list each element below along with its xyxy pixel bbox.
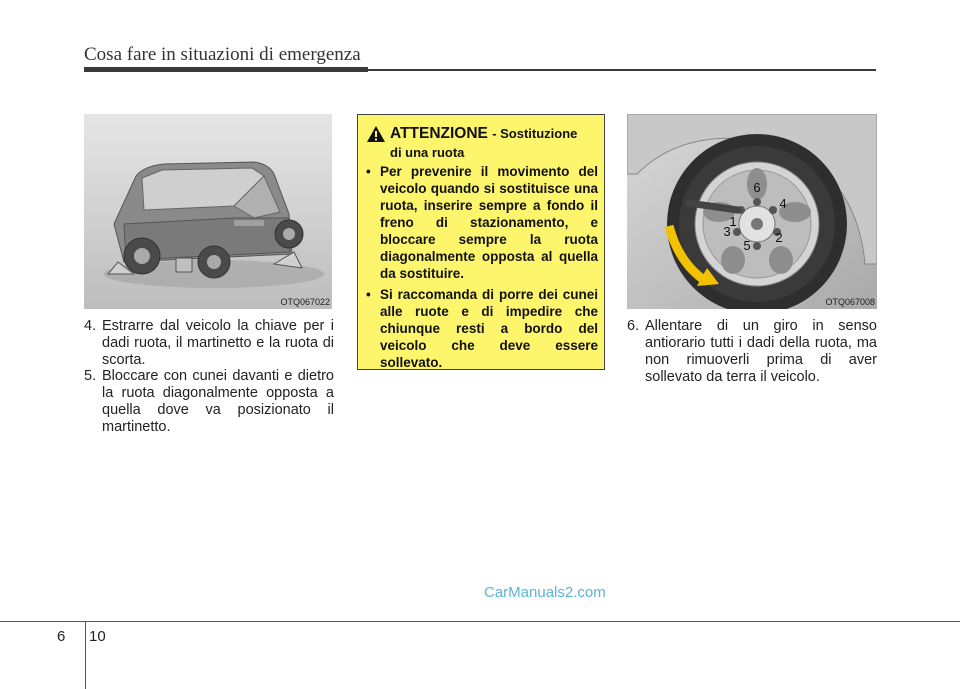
warning-item-text: Si raccomanda di porre dei cunei alle ruote e di impedire che chiunque resti a bordo del veicolo che deve essere sollevato. bbox=[380, 287, 598, 370]
header-rule bbox=[84, 67, 368, 72]
step-5 bbox=[84, 368, 334, 436]
warning-item bbox=[366, 163, 598, 282]
bullet: • bbox=[366, 287, 371, 302]
step-number: 5. bbox=[84, 368, 97, 384]
page-number: 10 bbox=[89, 628, 106, 645]
wheel-nuts-illustration bbox=[627, 114, 877, 309]
warning-title bbox=[390, 125, 577, 143]
van-jack-illustration bbox=[84, 114, 332, 309]
step-6 bbox=[627, 318, 877, 386]
chapter-number: 6 bbox=[57, 628, 66, 645]
warning-subtitle: di una ruota bbox=[390, 145, 465, 160]
step-text: Allentare di un giro in senso antiorario tutti i dadi della ruota, ma non rimuoverli prima di aver sollevato da terra il veicolo. bbox=[645, 318, 877, 385]
footer-divider bbox=[85, 621, 86, 689]
watermark-link[interactable]: CarManuals2.com bbox=[484, 584, 606, 601]
nut-number: 5 bbox=[743, 238, 751, 253]
warning-item bbox=[366, 286, 598, 371]
footer-rule bbox=[0, 621, 960, 622]
step-4 bbox=[84, 318, 334, 369]
bullet: • bbox=[366, 164, 371, 179]
header-rule-thin bbox=[368, 69, 876, 71]
warning-list bbox=[366, 163, 598, 375]
nut-number: 2 bbox=[775, 230, 783, 245]
header-title: Cosa fare in situazioni di emergenza bbox=[84, 44, 361, 65]
warning-triangle-icon bbox=[366, 125, 386, 143]
step-number: 6. bbox=[627, 318, 640, 334]
nut-number: 6 bbox=[753, 180, 761, 195]
warning-box bbox=[357, 114, 605, 370]
step-text: Bloccare con cunei davanti e dietro la ruota diagonalmente opposta a quella dove va posizionato il martinetto. bbox=[102, 368, 334, 435]
step-number: 4. bbox=[84, 318, 97, 334]
photo-caption: OTQ067022 bbox=[280, 297, 330, 307]
photo-caption: OTQ067008 bbox=[825, 297, 875, 307]
nut-number: 3 bbox=[723, 224, 731, 239]
warning-title-suffix: - Sostituzione bbox=[492, 126, 578, 141]
step-text: Estrarre dal veicolo la chiave per i dadi ruota, il martinetto e la ruota di scorta. bbox=[102, 318, 334, 368]
warning-title-main: ATTENZIONE bbox=[390, 125, 488, 142]
nut-number: 4 bbox=[779, 196, 787, 211]
warning-item-text: Per prevenire il movimento del veicolo quando si sostituisce una ruota, inserire sempre a fondo il freno di stazionamento, e bloccare sempre la ruota diagonalmente opposta al quella da sostituire. bbox=[380, 164, 598, 281]
nut-number: 1 bbox=[729, 214, 737, 229]
